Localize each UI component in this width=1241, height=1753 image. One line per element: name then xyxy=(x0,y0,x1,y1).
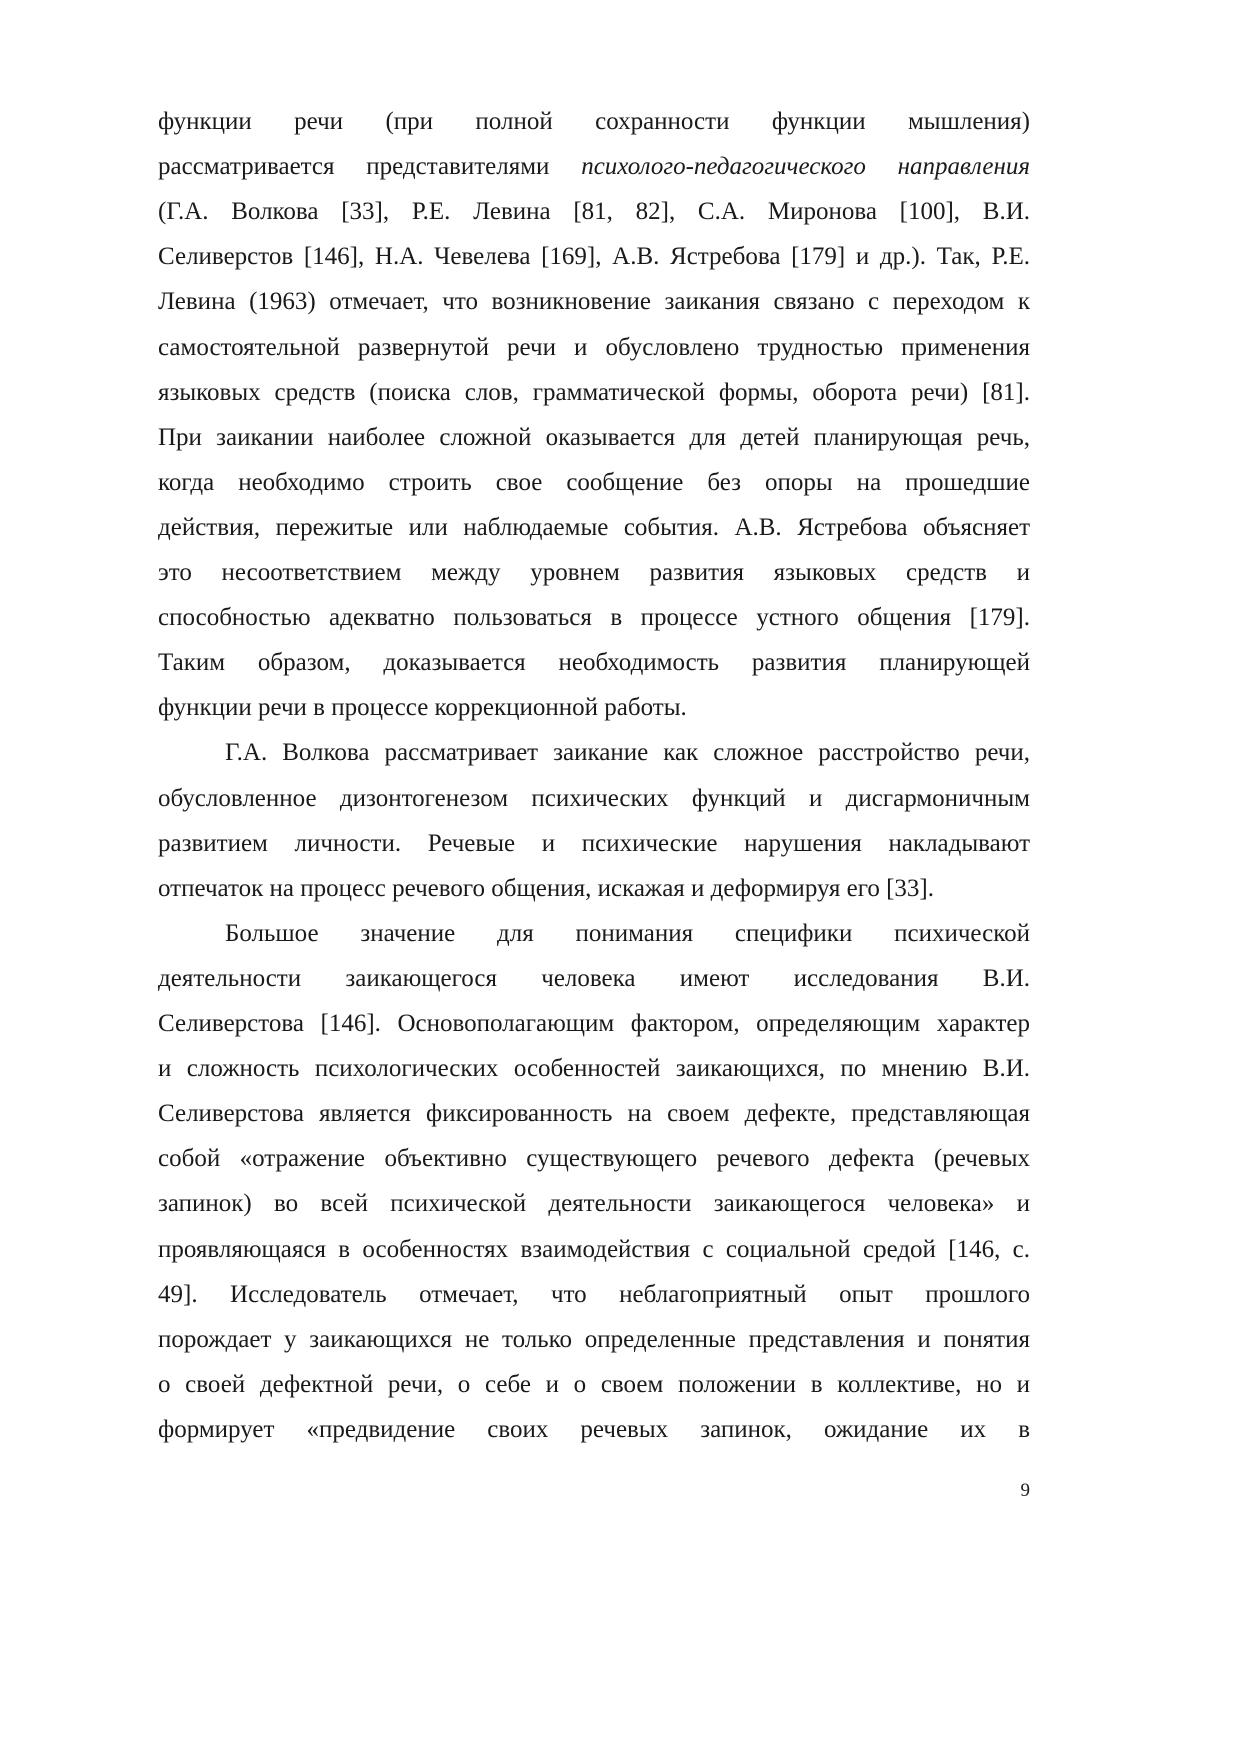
text-line: Селиверстов [146], Н.А. Чевелева [169], А.В. Ястребова [179] и др.). Так, Р.Е. xyxy=(158,243,1030,271)
text-line: и сложность психологических особенностей заикающихся, по мнению В.И. xyxy=(158,1055,1030,1083)
text-line: Большое значение для понимания специфики психической xyxy=(225,919,1030,947)
text-line: это несоответствием между уровнем развития языковых средств и xyxy=(158,559,1030,586)
text-line: формирует «предвидение своих речевых запинок, ожидание их в xyxy=(158,1415,1030,1443)
text-line: способностью адекватно пользоваться в процессе устного общения [179]. xyxy=(158,604,1030,632)
text-line: деятельности заикающегося человека имеют исследования В.И. xyxy=(158,964,1030,992)
text-line: Селиверстова [146]. Основополагающим фактором, определяющим характер xyxy=(158,1010,1030,1037)
text-line: собой «отражение объективно существующего речевого дефекта (речевых xyxy=(158,1145,1030,1173)
text-line: функции речи (при полной сохранности функции мышления) xyxy=(158,108,1030,135)
text-line: порождает у заикающихся не только определенные представления и понятия xyxy=(158,1325,1030,1353)
italic-term: психолого-педагогического направления xyxy=(581,153,1030,181)
text-line: При заикании наиболее сложной оказывается для детей планирующая речь, xyxy=(158,423,1030,451)
text-line: 49]. Исследователь отмечает, что неблагоприятный опыт прошлого xyxy=(158,1280,1030,1308)
text-line: о своей дефектной речи, о себе и о своем положении в коллективе, но и xyxy=(158,1370,1030,1398)
text-line: Г.А. Волкова рассматривает заикание как сложное расстройство речи, xyxy=(225,739,1030,767)
text-line: действия, пережитые или наблюдаемые события. А.В. Ястребова объясняет xyxy=(158,513,1030,541)
text-line: обусловленное дизонтогенезом психических функций и дисгармоничным xyxy=(158,784,1030,812)
text-line: самостоятельной развернутой речи и обусловлено трудностью применения xyxy=(158,333,1030,361)
text-line: развитием личности. Речевые и психические нарушения накладывают xyxy=(158,829,1030,857)
text-line: (Г.А. Волкова [33], Р.Е. Левина [81, 82], С.А. Миронова [100], В.И. xyxy=(158,198,1030,226)
page-number: 9 xyxy=(1020,1480,1030,1501)
text-line: когда необходимо строить свое сообщение без опоры на прошедшие xyxy=(158,468,1030,496)
text-line: языковых средств (поиска слов, грамматической формы, оборота речи) [81]. xyxy=(158,378,1030,406)
text-line: отпечаток на процесс речевого общения, искажая и деформируя его [33]. xyxy=(158,874,934,902)
text-segment: рассматривается представителями xyxy=(158,153,582,181)
text-line: проявляющаяся в особенностях взаимодействия с социальной средой [146, с. xyxy=(158,1235,1030,1263)
text-line: запинок) во всей психической деятельности заикающегося человека» и xyxy=(158,1190,1030,1218)
text-line: Левина (1963) отмечает, что возникновение заикания связано с переходом к xyxy=(158,288,1030,316)
text-line xyxy=(158,147,1030,187)
text-line: функции речи в процессе коррекционной работы. xyxy=(158,694,687,722)
text-line: Таким образом, доказывается необходимость развития планирующей xyxy=(158,649,1030,677)
text-line: Селиверстова является фиксированность на своем дефекте, представляющая xyxy=(158,1100,1030,1128)
